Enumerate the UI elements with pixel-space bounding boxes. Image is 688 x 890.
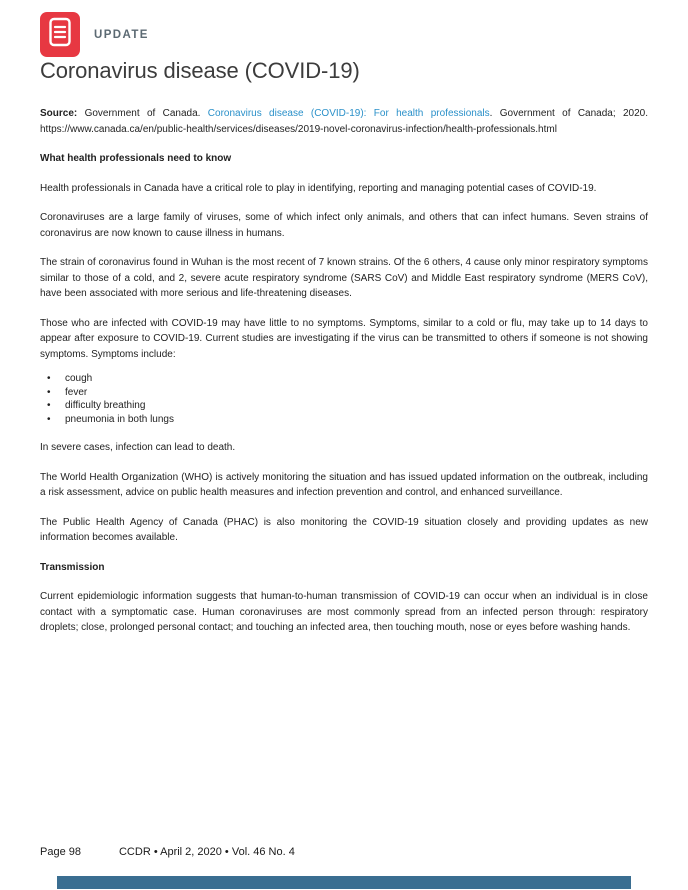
- paragraph-strain: The strain of coronavirus found in Wuhan is the most recent of 7 known strains. Of the 6 others, 4 cause only minor respiratory symptoms similar to those of a cold, and 2, severe acute respiratory syndrome (SARS CoV) and Middle East respiratory syndrome (MERS CoV), have been associated with more serious and life-threatening diseases.: [40, 257, 648, 299]
- source-pre-link-text: Government of Canada.: [77, 108, 208, 119]
- page-title: Coronavirus disease (COVID-19): [40, 58, 360, 83]
- document-icon: [40, 10, 80, 60]
- paragraph-transmission: Current epidemiologic information suggests that human-to-human transmission of COVID-19 can occur when an individual is in close contact with a symptomatic case. Human coronaviruses are most commonly spread from an infected person through: respiratory droplets; close, prolonged personal contact; and touching an infected area, then touching mouth, nose or eyes before washing hands.: [40, 591, 648, 633]
- paragraph-symptoms: Those who are infected with COVID-19 may have little to no symptoms. Symptoms, similar to a cold or flu, may take up to 14 days to appear after exposure to COVID-19. Current studies are investigating if the virus can be transmitted to others if someone is not showing symptoms. Symptoms include:: [40, 317, 648, 360]
- article-body: [40, 106, 648, 650]
- symptom-list: [40, 372, 648, 426]
- source-label: Source:: [40, 108, 78, 119]
- source-link[interactable]: Coronavirus disease (COVID-19): For health professionals: [207, 108, 490, 119]
- paragraph-phac: The Public Health Agency of Canada (PHAC) is also monitoring the COVID-19 situation closely and providing updates as new information becomes available.: [40, 516, 648, 543]
- paragraph-virus-family: Coronaviruses are a large family of viruses, some of which infect only animals, and others that can infect humans. Seven strains of coronavirus are now known to cause illness in humans.: [40, 212, 648, 239]
- paragraph-severe: In severe cases, infection can lead to death.: [40, 442, 236, 453]
- page-footer: [40, 846, 295, 858]
- section-heading-transmission: Transmission: [40, 561, 105, 573]
- list-item: • pneumonia in both lungs: [40, 413, 648, 427]
- footer-accent-bar: [57, 876, 631, 889]
- journal-citation: CCDR • April 2, 2020 • Vol. 46 No. 4: [118, 846, 295, 858]
- source-post-link-text: . Government of Canada; 2020. https://www.canada.ca/en/public-health/services/diseases/2019-novel-coronavirus-infection/health-professionals.html: [40, 108, 648, 135]
- page-number: Page 98: [40, 846, 81, 858]
- paragraph-who: The World Health Organization (WHO) is actively monitoring the situation and has issued updated information on the outbreak, including a risk assessment, advice on public health measures and infection prevention and control, and enhanced surveillance.: [40, 471, 648, 498]
- list-item: • difficulty breathing: [40, 399, 648, 413]
- section-heading-what-to-know: What health professionals need to know: [40, 153, 232, 164]
- list-item: • fever: [40, 386, 648, 400]
- update-label: UPDATE: [94, 28, 149, 41]
- paragraph-role: Health professionals in Canada have a critical role to play in identifying, reporting and managing potential cases of COVID-19.: [40, 182, 597, 194]
- source-citation: [40, 106, 648, 137]
- update-header: [40, 12, 149, 57]
- list-item: • cough: [40, 372, 648, 386]
- update-badge: [40, 12, 80, 57]
